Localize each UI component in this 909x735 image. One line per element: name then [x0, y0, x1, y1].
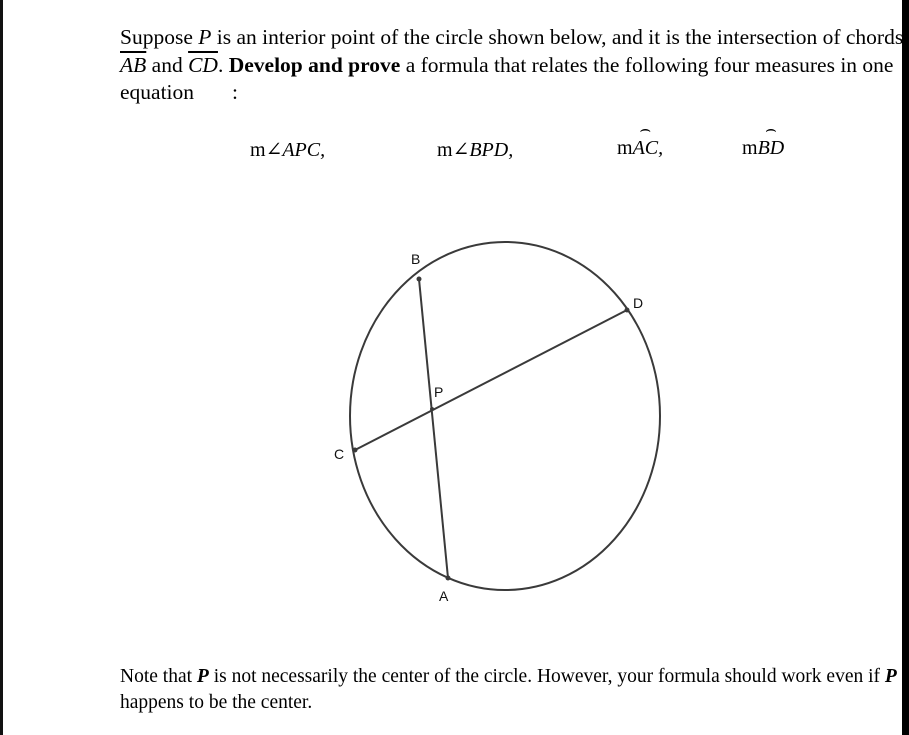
arc-bd: ⌢ BD	[758, 137, 785, 160]
note-line-1	[120, 664, 905, 690]
problem-text: a formula that relates the following four measures in one	[400, 52, 894, 77]
circle	[350, 242, 660, 590]
measure-value: ∠APC,	[265, 139, 326, 161]
label-a: A	[439, 588, 449, 604]
problem-text: .	[217, 52, 229, 77]
arc-ac: ⌢ AC	[633, 137, 659, 160]
note	[120, 664, 905, 716]
point-d-dot	[625, 308, 630, 313]
point-p: P	[196, 666, 209, 687]
measure-comma: ,	[658, 137, 664, 159]
label-b: B	[411, 251, 421, 267]
point-c-dot	[353, 448, 358, 453]
problem-text: and	[146, 52, 189, 77]
point-b-dot	[417, 277, 422, 282]
bold-instruction: Develop and prove	[228, 52, 401, 77]
label-p: P	[434, 384, 444, 400]
chord-cd-line	[355, 310, 627, 450]
point-p: P	[884, 666, 897, 687]
colon: :	[232, 80, 239, 104]
measure-prefix: m	[742, 137, 758, 159]
point-p-dot	[430, 407, 434, 411]
measure-prefix: m	[437, 139, 453, 161]
chord-ab-line	[419, 279, 448, 578]
problem-text: Suppose	[120, 25, 199, 49]
problem-text: equation	[120, 80, 195, 104]
chord-ab: $\overline{AB}$	[120, 52, 147, 77]
note-text: Note that	[120, 666, 197, 687]
problem-text: is an interior point of the circle shown below, and it is the intersection of chords	[211, 25, 904, 49]
note-text: is not necessarily the center of the circle. However, your formula should work even if	[208, 666, 885, 687]
measure-prefix: m	[250, 139, 266, 161]
chord-cd: $\overline{CD}$	[188, 52, 218, 77]
point-a-dot	[446, 576, 451, 581]
measure-value: ∠BPD,	[452, 139, 514, 161]
label-d: D	[633, 295, 644, 311]
point-p: P	[198, 25, 212, 49]
note-line-2: happens to be the center.	[120, 692, 313, 713]
label-c: C	[334, 446, 345, 462]
measure-prefix: m	[617, 137, 633, 159]
